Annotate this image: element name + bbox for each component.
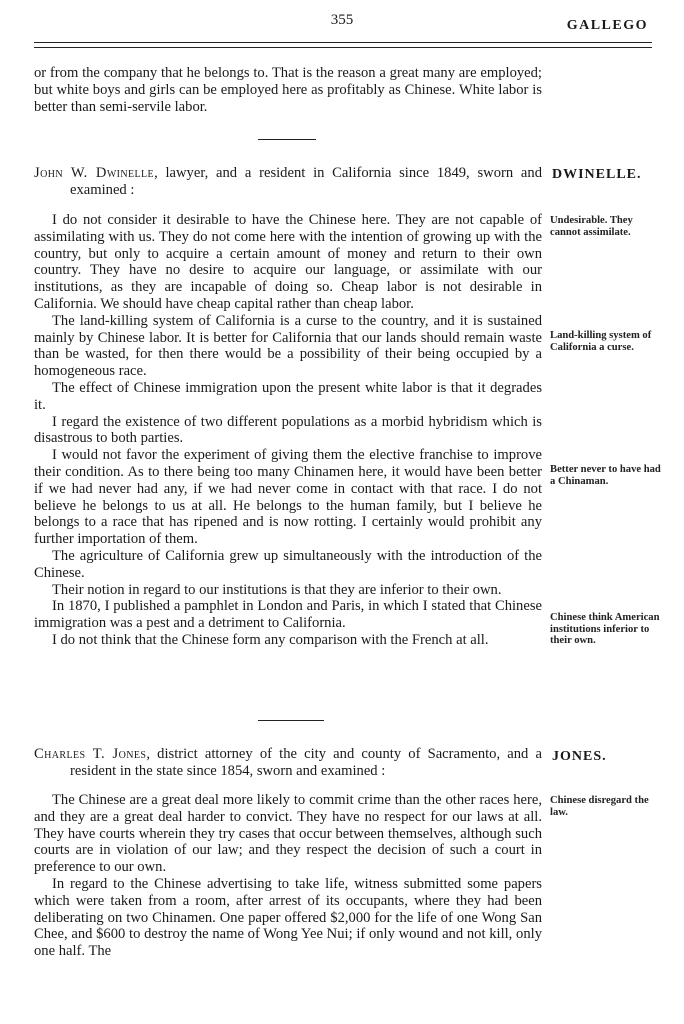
testimony-paragraph: The Chinese are a great deal more likely to commit crime than the other races here, and they are a great deal harder to convict. They have no respect for our laws at all. They have courts wherein they try cases that occur between themselves, although such courts are in violation of our law; and they respect the decision of such a court in preference to our own. [34,792,542,876]
testimony-paragraph: The effect of Chinese immigration upon the present white labor is that it degrades it. [34,379,542,413]
running-head: GALLEGO [566,18,648,33]
section-divider [258,139,316,140]
header-rule-bottom [34,47,652,48]
testimony-paragraph: In regard to the Chinese advertising to take life, witness submitted some papers which were taken from a room, after arrest of its occupants, where they had been deliberating on two Chinamen. One paper offered $2,000 for the life of one Wong San Chee, and $600 to destroy the name of Wong Yee Nui; if only wound and not kill, only one half. The [34,875,542,960]
witness-description: , district attorney of the city and county of Sacramento, and a resident in the state since 1854, sworn and examined : [70,746,542,779]
testimony-paragraph: I do not think that the Chinese form any comparison with the French at all. [52,631,489,648]
witness-name: Charles T. Jones [34,746,147,762]
testimony-paragraph: I do not consider it desirable to have the Chinese here. They are not capable of assimilating with us. They do not come here with the intention of growing up with the country, but only to acquire a certain amount of money and return to their own country. They have no desire to acquire our language, or assimilate with our institutions, as they are incapable of doing so. Cheap labor is not desirable in California. We should have cheap capital rather than cheap labor. [34,212,542,312]
witness-description: , lawyer, and a resident in California since 1849, sworn and examined : [70,165,542,198]
gallego-paragraph: or from the company that he belongs to. That is the reason a great many are employed; but white boys and girls can be employed here as profitably as Chinese. White labor is better than semi-servile labor. [34,65,542,115]
testimony-paragraph: I would not favor the experiment of giving them the elective franchise to improve their condition. As to there being too many Chinamen here, it would have been better if we had never had any, if we had never come in contact with that race. I do not believe he belongs to us at all. He belongs to the human family, but I believe he belongs to a race that has ripened and is now rotting. I certainly would prohibit any further importation of them. [34,447,542,548]
jones-testimony [34,792,542,960]
gallego-testimony-end [34,65,542,115]
margin-note: Chinese think American institutions inferior to their own. [550,612,660,647]
dwinelle-introduction [34,165,542,199]
testimony-paragraph: The land-killing system of California is a curse to the country, and it is sustained mainly by Chinese labor. It is better for California that our lands should remain waste than be wasted, for then there would be a possibility of their being occupied by a homogeneous race. [34,312,542,380]
testimony-paragraph: In 1870, I published a pamphlet in London and Paris, in which I stated that Chinese immigration was a pest and a detriment to California. [34,598,542,632]
dwinelle-testimony [34,212,542,649]
section-divider [258,720,324,721]
speaker-label-dwinelle: DWINELLE. [552,167,642,182]
witness-intro [34,165,542,199]
testimony-paragraph: Their notion in regard to our institutions is that they are inferior to their own. [52,581,502,598]
header-rule-top [34,42,652,43]
margin-note: Land-killing system of California a curse. [550,330,652,353]
testimony-paragraph: I regard the existence of two different populations as a morbid hybridism which is disastrous to both parties. [34,413,542,447]
witness-intro [34,746,542,780]
jones-introduction [34,746,542,780]
margin-note: Better never to have had a Chinaman. [550,464,661,487]
margin-note: Undesirable. They cannot assimilate. [550,215,633,238]
speaker-label-jones: JONES. [552,749,607,764]
page-number: 355 [330,12,354,28]
testimony-paragraph: The agriculture of California grew up simultaneously with the introduction of the Chinese. [34,547,542,581]
witness-name: John W. Dwinelle [34,165,155,181]
margin-note: Chinese disregard the law. [550,795,649,818]
